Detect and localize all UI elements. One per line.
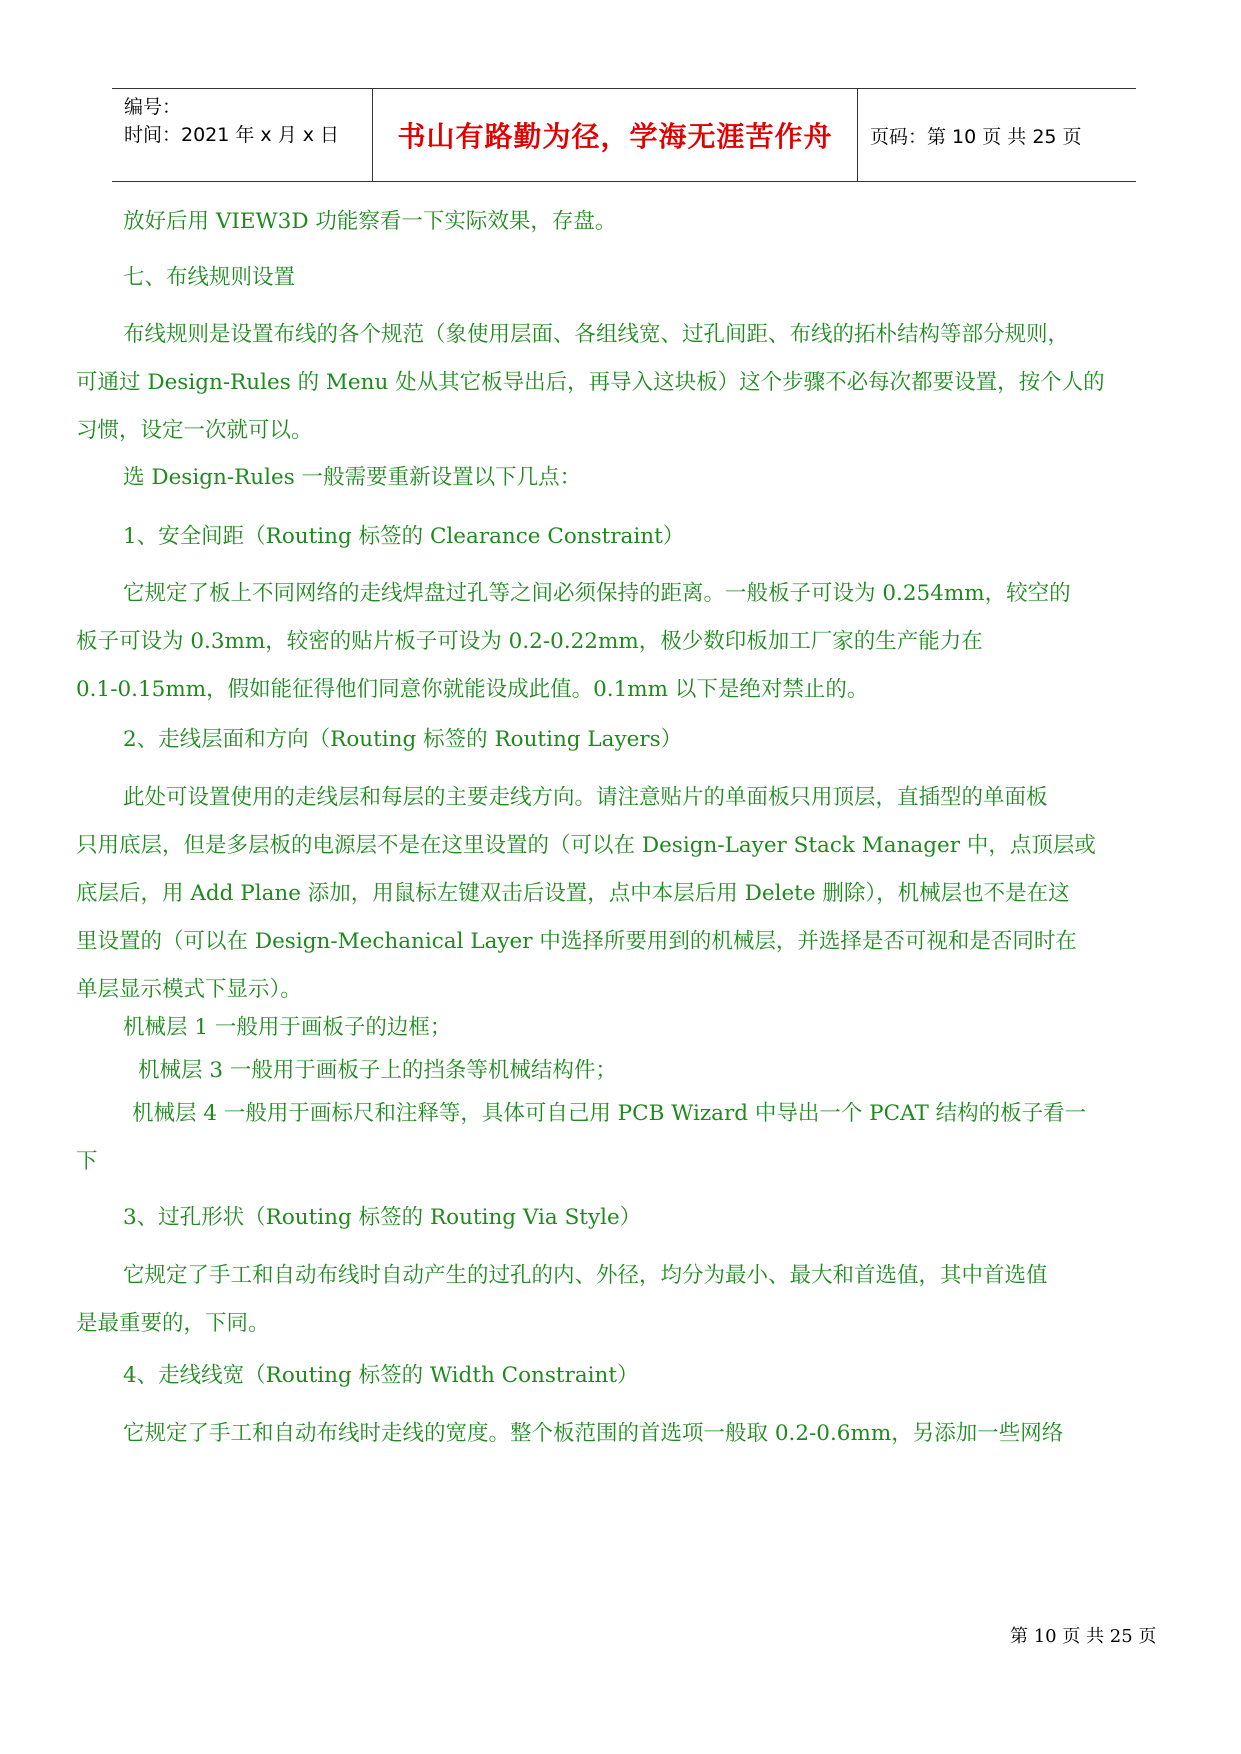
number-label: 编号： — [124, 96, 182, 118]
page-footer: 第 10 页 共 25 页 — [1010, 1626, 1157, 1647]
text-line: 它规定了板上不同网络的走线焊盘过孔等之间必须保持的距离。一般板子可设为 0.254mm，较空的 — [123, 581, 1071, 606]
page-info: 页码：第 10 页 共 25 页 — [870, 125, 1082, 148]
header-table — [112, 88, 1136, 182]
text-line: 底层后，用 Add Plane 添加，用鼠标左键双击后设置，点中本层后用 Delete 删除），机械层也不是在这 — [76, 881, 1070, 906]
paragraph — [76, 570, 1180, 714]
text-line: 习惯，设定一次就可以。 — [76, 418, 313, 443]
text-line: 0.1-0.15mm，假如能征得他们同意你就能设成此值。0.1mm 以下是绝对禁止的。 — [76, 677, 869, 702]
paragraph — [76, 311, 1180, 455]
list-item — [76, 1047, 1180, 1095]
text-line: 放好后用 VIEW3D 功能察看一下实际效果，存盘。 — [123, 209, 617, 234]
text-line: 是最重要的，下同。 — [76, 1311, 270, 1336]
section-heading — [76, 1352, 1180, 1400]
text-line: 可通过 Design-Rules 的 Menu 处从其它板导出后，再导入这块板）这个步骤不必每次都要设置，按个人的 — [76, 370, 1105, 395]
paragraph — [76, 1410, 1180, 1458]
paragraph — [76, 454, 1180, 502]
text-line: 1、安全间距（Routing 标签的 Clearance Constraint） — [123, 524, 685, 549]
list-item — [76, 1090, 1180, 1186]
text-line: 里设置的（可以在 Design-Mechanical Layer 中选择所要用到的机械层，并选择是否可视和是否同时在 — [76, 929, 1077, 954]
text-line: 布线规则是设置布线的各个规范（象使用层面、各组线宽、过孔间距、布线的拓朴结构等部分规则， — [123, 322, 1070, 347]
text-line: 它规定了手工和自动布线时走线的宽度。整个板范围的首选项一般取 0.2-0.6mm，另添加一些网络 — [123, 1421, 1064, 1446]
text-line: 机械层 1 一般用于画板子的边框； — [123, 1015, 452, 1040]
text-line: 机械层 4 一般用于画标尺和注释等，具体可自己用 PCB Wizard 中导出一个 PCAT 结构的板子看一 — [132, 1101, 1087, 1126]
list-item — [76, 1004, 1180, 1052]
text-line: 2、走线层面和方向（Routing 标签的 Routing Layers） — [123, 727, 683, 752]
text-line: 此处可设置使用的走线层和每层的主要走线方向。请注意贴片的单面板只用顶层，直插型的单面板 — [123, 785, 1048, 810]
text-line: 机械层 3 一般用于画板子上的挡条等机械结构件； — [138, 1058, 617, 1083]
text-line: 选 Design-Rules 一般需要重新设置以下几点： — [123, 465, 582, 490]
paragraph — [76, 1252, 1180, 1348]
text-line: 只用底层，但是多层板的电源层不是在这里设置的（可以在 Design-Layer Stack Manager 中，点顶层或 — [76, 833, 1096, 858]
text-line: 4、走线线宽（Routing 标签的 Width Constraint） — [123, 1363, 639, 1388]
time-label: 时间：2021 年 x 月 x 日 — [124, 124, 340, 146]
text-line: 单层显示模式下显示）。 — [76, 977, 302, 1002]
section-heading — [76, 1194, 1180, 1242]
section-heading — [76, 254, 1180, 302]
section-heading — [76, 513, 1180, 561]
paragraph — [76, 774, 1180, 1014]
text-line: 板子可设为 0.3mm，较密的贴片板子可设为 0.2-0.22mm，极少数印板加工厂家的生产能力在 — [76, 629, 983, 654]
text-line: 下 — [76, 1149, 98, 1174]
text-line: 七、布线规则设置 — [123, 265, 296, 290]
section-heading — [76, 716, 1180, 764]
header-left-cell — [112, 89, 372, 181]
text-line: 它规定了手工和自动布线时自动产生的过孔的内、外径，均分为最小、最大和首选值，其中首选值 — [123, 1263, 1048, 1288]
motto: 书山有路勤为径，学海无涯苦作舟 — [372, 89, 858, 181]
paragraph — [76, 198, 1180, 246]
text-line: 3、过孔形状（Routing 标签的 Routing Via Style） — [123, 1205, 642, 1230]
